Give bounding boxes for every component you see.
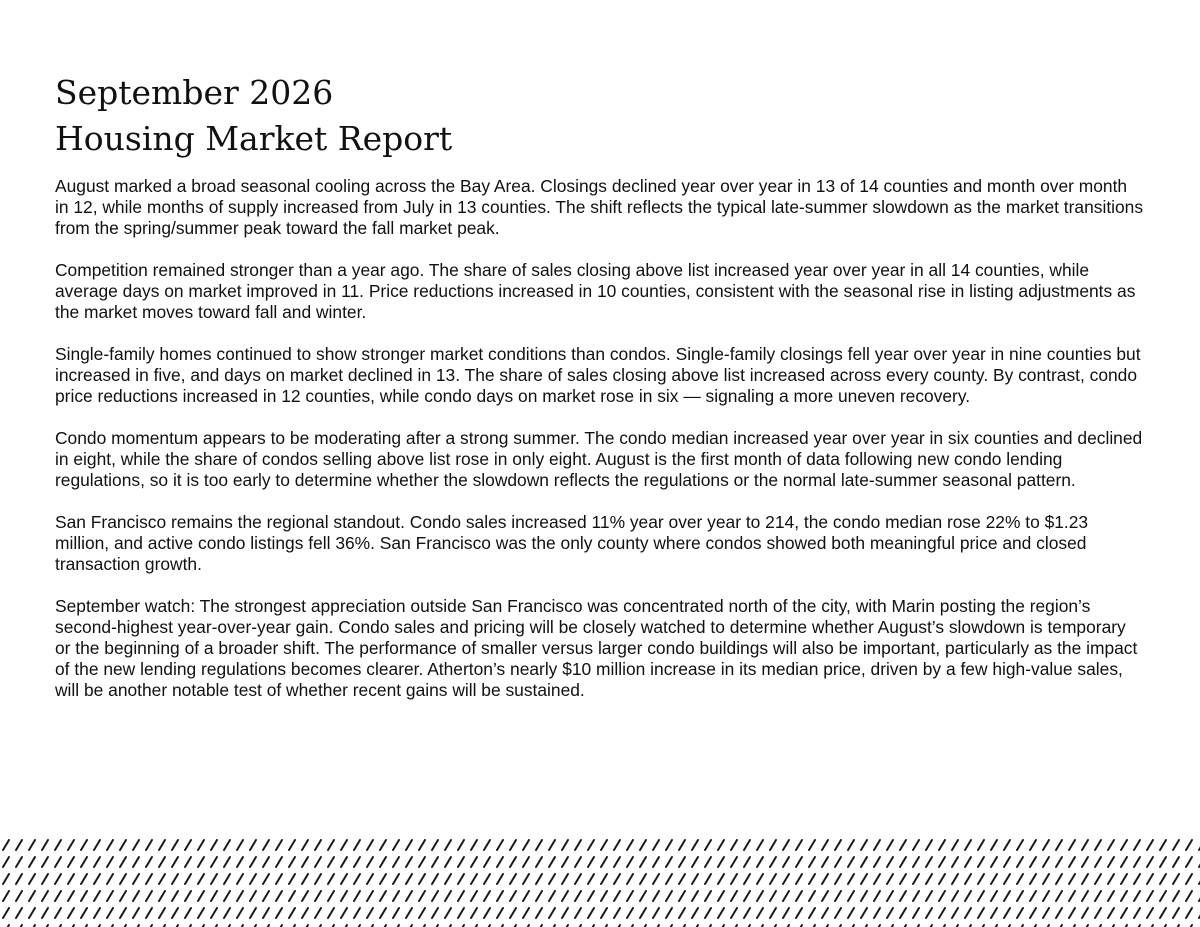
diagonal-slash-pattern xyxy=(0,836,1200,927)
report-title-line-2: Housing Market Report xyxy=(55,119,453,158)
paragraph-san-francisco: San Francisco remains the regional standout. Condo sales increased 11% year over year to 214, the condo median rose 22% to $1.23 million, and active condo listings fell 36%. San Francisco was the only county where condos showed both meaningful price and closed transaction growth. xyxy=(55,512,1089,574)
report-body xyxy=(55,176,1145,722)
paragraph-condo-momentum: Condo momentum appears to be moderating after a strong summer. The condo median increased year over year in six counties and declined in eight, while the share of condos selling above list rose in only eight. August is the first month of data following new condo lending regulations, so it is too early to determine whether the slowdown reflects the regulations or the normal late-summer seasonal pattern. xyxy=(55,428,1143,490)
report-title xyxy=(55,70,452,162)
report-title-line-1: September 2026 xyxy=(55,73,334,112)
paragraph-seasonal-cooling: August marked a broad seasonal cooling across the Bay Area. Closings declined year over year in 13 of 14 counties and month over month in 12, while months of supply increased from July in 13 counties. The shift reflects the typical late-summer slowdown as the market transitions from the spring/summer peak toward the fall market peak. xyxy=(55,176,1144,238)
paragraph-september-watch: September watch: The strongest appreciation outside San Francisco was concentrated north of the city, with Marin posting the region’s second-highest year-over-year gain. Condo sales and pricing will be closely watched to determine whether August’s slowdown is temporary or the beginning of a broader shift. The performance of smaller versus larger condo buildings will also be important, particularly as the impact of the new lending regulations becomes clearer. Atherton’s nearly $10 million increase in its median price, driven by a few high-value sales, will be another notable test of whether recent gains will be sustained. xyxy=(55,596,1138,700)
paragraph-competition: Competition remained stronger than a year ago. The share of sales closing above list increased year over year in all 14 counties, while average days on market improved in 11. Price reductions increased in 10 counties, consistent with the seasonal rise in listing adjustments as the market moves toward fall and winter. xyxy=(55,260,1136,322)
paragraph-single-family: Single-family homes continued to show stronger market conditions than condos. Single-family closings fell year over year in nine counties but increased in five, and days on market declined in 13. The share of sales closing above list increased across every county. By contrast, condo price reductions increased in 12 counties, while condo days on market rose in six — signaling a more uneven recovery. xyxy=(55,344,1141,406)
